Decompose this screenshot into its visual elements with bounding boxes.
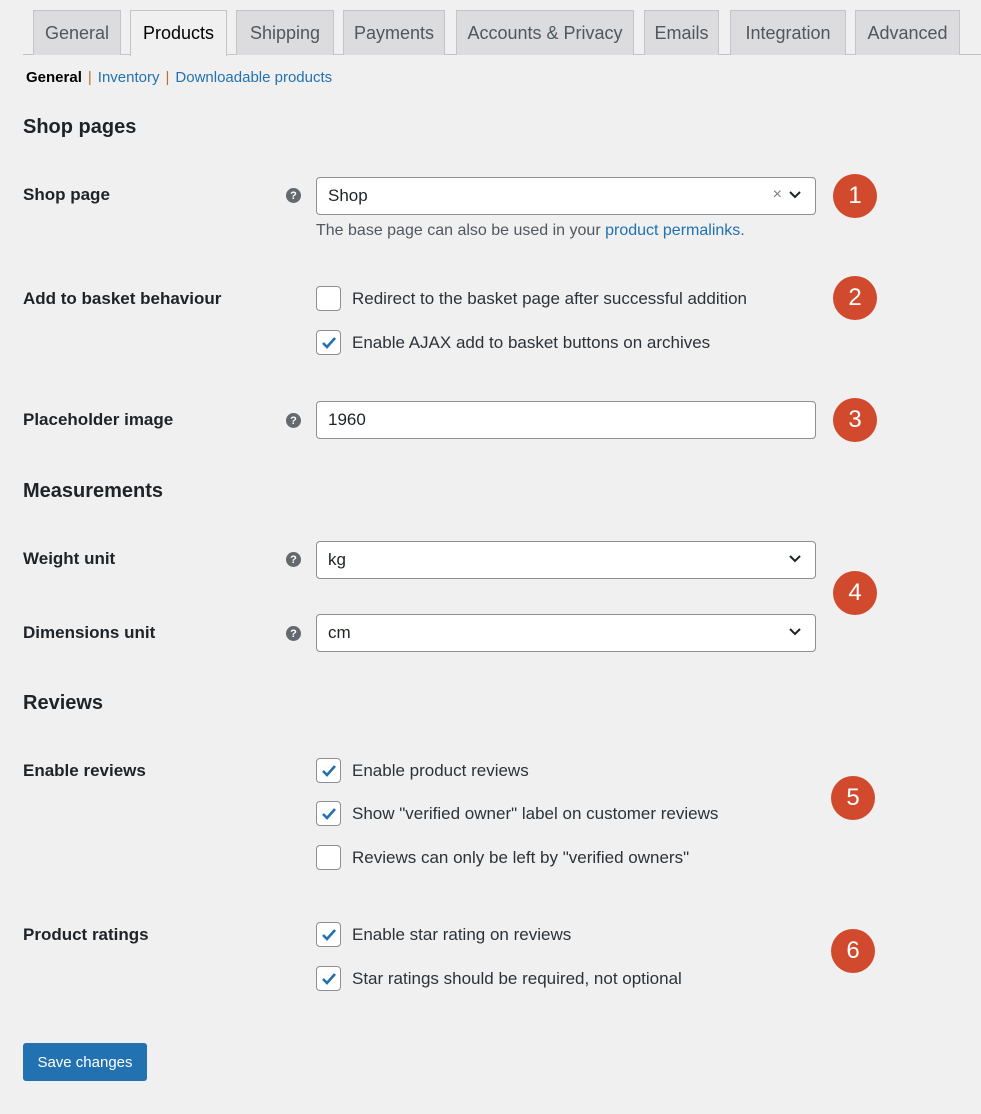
help-icon[interactable]: ? bbox=[286, 188, 301, 203]
subnav-separator: | bbox=[87, 69, 92, 86]
weight-unit-label: Weight unit bbox=[23, 549, 116, 568]
checkmark-icon bbox=[320, 762, 338, 780]
step-badge-1: 1 bbox=[833, 174, 877, 218]
ajax-checkbox[interactable]: Enable AJAX add to basket buttons on archives bbox=[316, 330, 710, 355]
star-rating-required-checkbox[interactable]: Star ratings should be required, not optional bbox=[316, 966, 682, 991]
tab-accounts-privacy[interactable]: Accounts & Privacy bbox=[456, 10, 634, 55]
help-icon[interactable]: ? bbox=[286, 552, 301, 567]
subnav-separator: | bbox=[165, 69, 170, 86]
subnav-inventory[interactable]: Inventory bbox=[97, 69, 160, 86]
section-heading-measurements: Measurements bbox=[23, 480, 164, 502]
tab-shipping[interactable]: Shipping bbox=[236, 10, 334, 55]
chevron-down-icon bbox=[787, 187, 803, 203]
tab-general[interactable]: General bbox=[33, 10, 121, 55]
help-icon[interactable]: ? bbox=[286, 413, 301, 428]
verified-owners-only-checkbox[interactable]: Reviews can only be left by "verified owners" bbox=[316, 845, 689, 870]
checkbox-checked[interactable] bbox=[316, 966, 341, 991]
step-badge-6: 6 bbox=[831, 929, 875, 973]
shop-page-description: The base page can also be used in your product permalinks. bbox=[316, 222, 745, 239]
shop-page-select[interactable] bbox=[316, 177, 816, 215]
verified-owner-label-checkbox[interactable]: Show "verified owner" label on customer reviews bbox=[316, 801, 718, 826]
product-permalinks-link[interactable]: product permalinks bbox=[605, 222, 741, 239]
placeholder-image-label: Placeholder image bbox=[23, 410, 174, 429]
tab-payments[interactable]: Payments bbox=[343, 10, 445, 55]
tab-products[interactable]: Products bbox=[130, 10, 227, 56]
subnav-general[interactable]: General bbox=[26, 69, 82, 86]
product-ratings-label: Product ratings bbox=[23, 925, 149, 944]
tab-advanced[interactable]: Advanced bbox=[855, 10, 960, 55]
enable-reviews-checkbox[interactable]: Enable product reviews bbox=[316, 758, 529, 783]
subnav-downloadable-products[interactable]: Downloadable products bbox=[175, 69, 333, 86]
step-badge-2: 2 bbox=[833, 276, 877, 320]
dimensions-unit-label: Dimensions unit bbox=[23, 623, 156, 642]
checkbox-checked[interactable] bbox=[316, 330, 341, 355]
save-changes-button[interactable]: Save changes bbox=[23, 1043, 147, 1081]
checkmark-icon bbox=[320, 926, 338, 944]
section-heading-shop-pages: Shop pages bbox=[23, 116, 137, 138]
step-badge-3: 3 bbox=[833, 398, 877, 442]
enable-reviews-label: Enable reviews bbox=[23, 761, 146, 780]
star-rating-checkbox[interactable]: Enable star rating on reviews bbox=[316, 922, 571, 947]
section-heading-reviews: Reviews bbox=[23, 692, 104, 714]
checkbox-checked[interactable] bbox=[316, 922, 341, 947]
chevron-down-icon bbox=[787, 624, 803, 640]
checkmark-icon bbox=[320, 805, 338, 823]
shop-page-value: Shop bbox=[328, 186, 368, 205]
checkbox-unchecked[interactable] bbox=[316, 845, 341, 870]
tab-integration[interactable]: Integration bbox=[730, 10, 846, 55]
checkbox-unchecked[interactable] bbox=[316, 286, 341, 311]
checkbox-checked[interactable] bbox=[316, 801, 341, 826]
redirect-checkbox[interactable]: Redirect to the basket page after successful addition bbox=[316, 286, 747, 311]
placeholder-image-input[interactable]: 1960 bbox=[316, 401, 816, 439]
step-badge-5: 5 bbox=[831, 776, 875, 820]
tab-emails[interactable]: Emails bbox=[644, 10, 719, 55]
clear-icon[interactable]: × bbox=[772, 186, 782, 203]
checkmark-icon bbox=[320, 970, 338, 988]
sub-navigation bbox=[26, 69, 332, 86]
weight-unit-select[interactable]: kg bbox=[316, 541, 816, 579]
help-icon[interactable]: ? bbox=[286, 626, 301, 641]
chevron-down-icon bbox=[787, 551, 803, 567]
dimensions-unit-select[interactable]: cm bbox=[316, 614, 816, 652]
step-badge-4: 4 bbox=[833, 571, 877, 615]
checkbox-checked[interactable] bbox=[316, 758, 341, 783]
checkmark-icon bbox=[320, 334, 338, 352]
shop-page-label: Shop page bbox=[23, 185, 110, 204]
basket-behaviour-label: Add to basket behaviour bbox=[23, 289, 222, 308]
